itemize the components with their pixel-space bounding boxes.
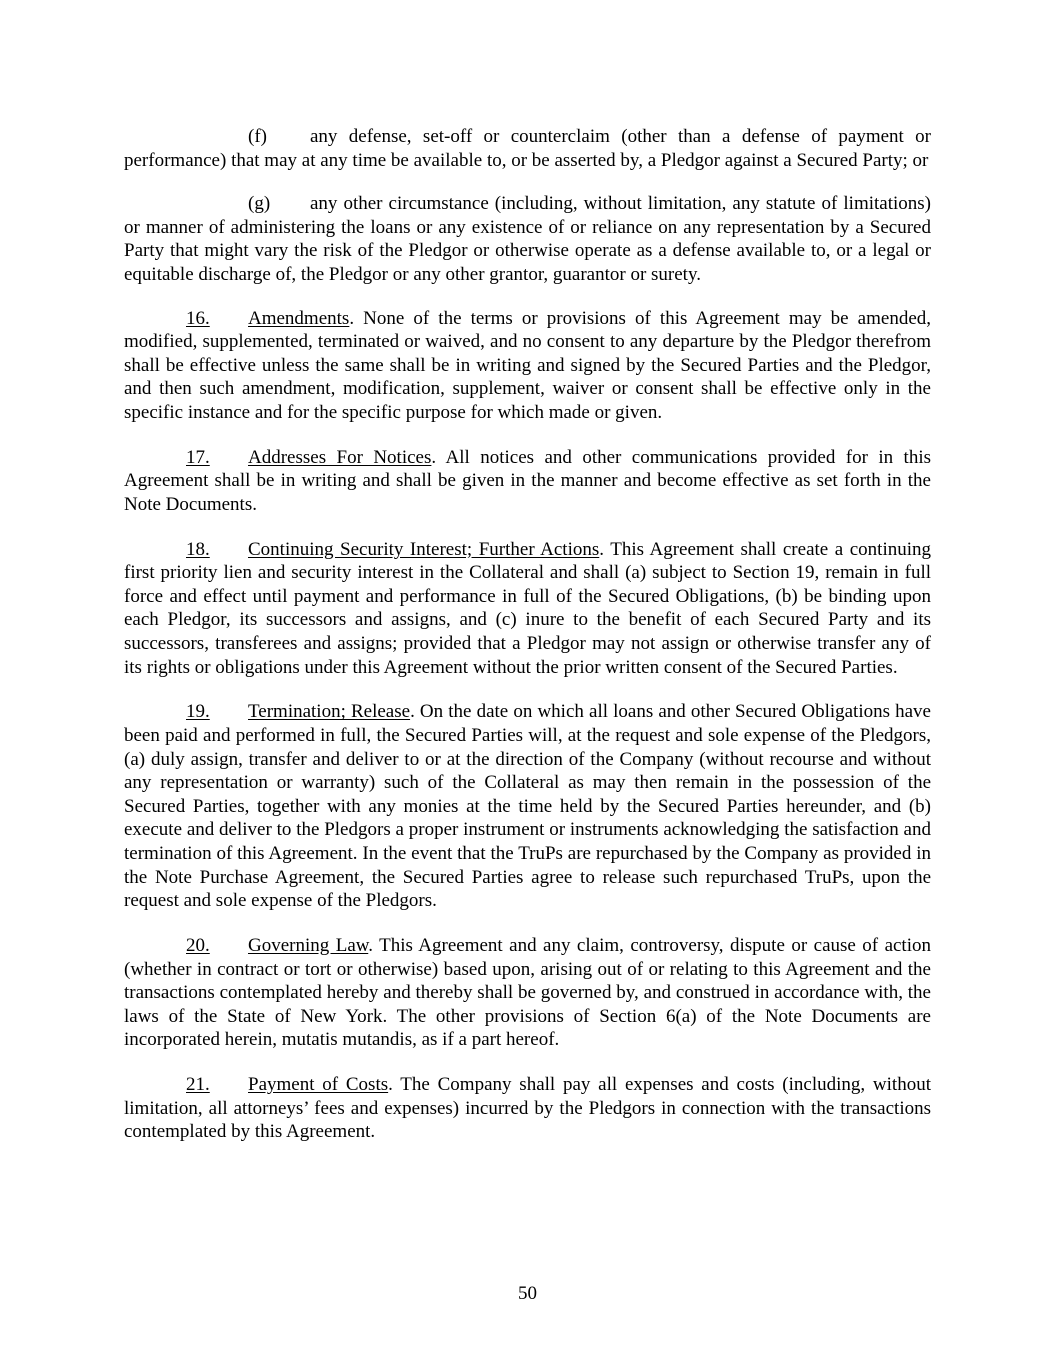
subclause-g	[124, 192, 931, 286]
document-page	[124, 125, 931, 1165]
section-18-continuing-security-interest	[124, 538, 931, 680]
section-number: 21.	[186, 1074, 210, 1096]
section-text: . None of the terms or provisions of this Agreement may be amended, modified, supplemented, terminated or waived, and no consent to any departure by the Pledgor therefrom shall be effective unless the same shall be in writing and signed by the Secured Parties and the Pledgor, and then such amendment, modification, supplement, waiver or consent shall be effective only in the specific instance and for the specific purpose for which made or given.	[124, 307, 931, 423]
section-text: . This Agreement shall create a continuing first priority lien and security interest in the Collateral and shall (a) subject to Section 19, remain in full force and effect until payment and performance in full of the Secured Obligations, (b) be binding upon each Pledgor, its successors and assigns, and (c) inure to the benefit of each Secured Party and its successors, transferees and assigns; provided that a Pledgor may not assign or otherwise transfer any of its rights or obligations under this Agreement without the prior written consent of the Secured Parties.	[124, 538, 932, 678]
section-heading: Termination; Release	[248, 701, 411, 723]
subclause-text: any defense, set-off or counterclaim (other than a defense of payment or performance) that may at any time be available to, or be asserted by, a Pledgor against a Secured Party; or	[124, 126, 931, 171]
section-text: . All notices and other communications provided for in this Agreement shall be in writing and shall be given in the manner and become effective as set forth in the Note Documents.	[124, 446, 931, 515]
subclause-text: any other circumstance (including, without limitation, any statute of limitations) or manner of administering the loans or any existence of or reliance on any representation by a Secured Party that might vary the risk of the Pledgor or otherwise operate as a defense available to, or a legal or equitable discharge of, the Pledgor or any other grantor, guarantor or surety.	[124, 193, 931, 285]
section-number: 16.	[186, 307, 210, 329]
section-number: 18.	[186, 538, 210, 560]
section-text: . This Agreement and any claim, controversy, dispute or cause of action (whether in contract or tort or otherwise) based upon, arising out of or relating to this Agreement and the transactions contemplated hereby and thereby shall be governed by, and construed in accordance with, the laws of the State of New York. The other provisions of Section 6(a) of the Note Documents are incorporated herein, mutatis mutandis, as if a part hereof.	[124, 934, 931, 1051]
page-number: 50	[518, 1283, 537, 1304]
section-number: 20.	[186, 934, 210, 956]
section-number: 19.	[186, 701, 210, 723]
section-20-governing-law	[124, 934, 931, 1052]
section-heading: Addresses For Notices	[248, 446, 432, 468]
subclause-f	[124, 125, 931, 172]
section-number: 17.	[186, 446, 210, 468]
section-19-termination-release	[124, 700, 931, 912]
section-heading: Amendments	[248, 307, 350, 329]
section-17-addresses-for-notices	[124, 446, 931, 517]
section-heading: Governing Law	[248, 934, 369, 956]
subclause-label: (f)	[248, 126, 267, 147]
section-21-payment-of-costs	[124, 1073, 931, 1144]
subclause-label: (g)	[248, 193, 271, 215]
section-text: . The Company shall pay all expenses and costs (including, without limitation, all attorneys’ fees and expenses) incurred by the Pledgors in connection with the transactions contemplated by this Agreement.	[124, 1074, 931, 1143]
section-text: . On the date on which all loans and other Secured Obligations have been paid and performed in full, the Secured Parties will, at the request and sole expense of the Pledgors, (a) duly assign, transfer and deliver to or at the direction of the Company (without recourse and without any representation or warranty) such of the Collateral as may then remain in the possession of the Secured Parties, together with any monies at the time held by the Secured Parties hereunder, and (b) execute and deliver to the Pledgors a proper instrument or instruments acknowledging the satisfaction and termination of this Agreement. In the event that the TruPs are repurchased by the Company as provided in the Note Purchase Agreement, the Secured Parties agree to release such repurchased TruPs, upon the request and sole expense of the Pledgors.	[124, 701, 931, 912]
section-heading: Continuing Security Interest; Further Actions	[248, 538, 600, 560]
section-heading: Payment of Costs	[248, 1074, 389, 1096]
section-16-amendments	[124, 307, 931, 425]
